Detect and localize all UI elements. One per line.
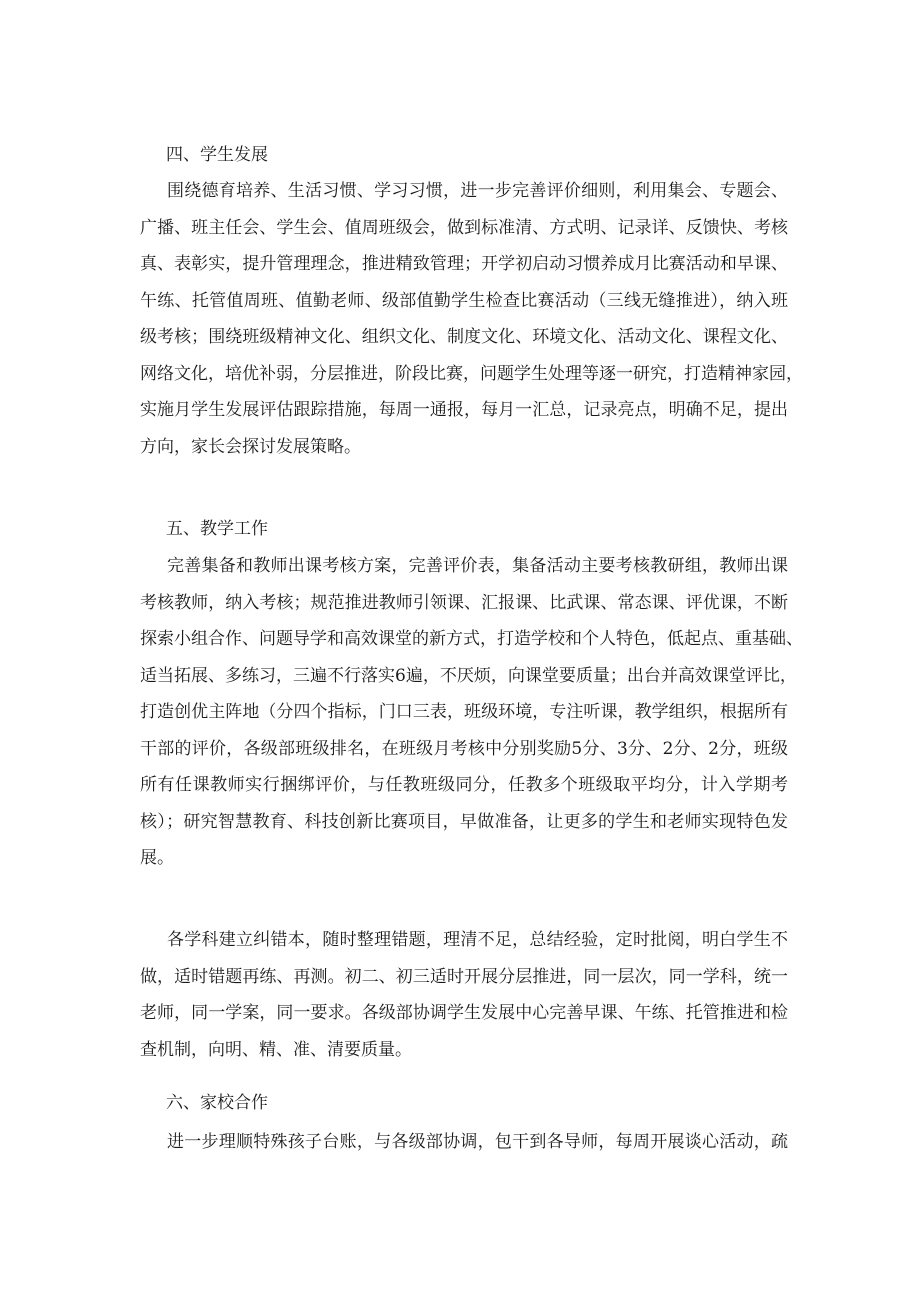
paragraph-error-correction (140, 929, 788, 1075)
text-line: 各学科建立纠错本，随时整理错题，理清不足，总结经验，定时批阅，明白学生不 (167, 930, 788, 950)
text-line: 午练、托管值周班、值勤老师、级部值勤学生检查比赛活动（三线无缝推进），纳入班 (140, 290, 788, 311)
text-line: 查机制，向明、精、准、清要质量。 (140, 1039, 412, 1060)
text-line: 级考核；围绕班级精神文化、组织文化、制度文化、环境文化、活动文化、课程文化、 (140, 327, 788, 347)
text-line: 核）；研究智慧教育、科技创新比赛项目，早做准备，让更多的学生和老师实现特色发 (140, 811, 788, 832)
text-line: 所有任课教师实行捆绑评价，与任教班级同分，任教多个班级取平均分，计入学期考 (140, 775, 788, 795)
text-line: 方向，家长会探讨发展策略。 (140, 436, 361, 457)
text-line: 真、表彰实，提升管理理念，推进精致管理；开学初启动习惯养成月比赛活动和早课、 (140, 254, 788, 274)
text-line: 适当拓展、多练习，三遍不行落实6遍，不厌烦，向课堂要质量；出台并高效课堂评比， (140, 665, 797, 686)
section-heading-student-development: 四、学生发展 (166, 145, 268, 165)
text-line: 广播、班主任会、学生会、值周班级会，做到标准清、方式明、记录详、反馈快、考核 (140, 217, 788, 238)
text-line: 干部的评价，各级部班级排名，在班级月考核中分别奖励5分、3分、2分、2分，班级 (140, 738, 788, 759)
section-heading-teaching-work: 五、教学工作 (166, 519, 268, 539)
text-line: 做，适时错题再练、再测。初二、初三适时开展分层推进，同一层次，同一学科，统一 (140, 966, 788, 987)
text-line: 老师，同一学案，同一要求。各级部协调学生发展中心完善早课、午练、托管推进和检 (140, 1003, 788, 1023)
text-line: 实施月学生发展评估跟踪措施，每周一通报，每月一汇总，记录亮点，明确不足，提出 (140, 400, 788, 420)
text-line: 网络文化，培优补弱，分层推进，阶段比赛，问题学生处理等逐一研究，打造精神家园， (140, 363, 803, 384)
text-line: 展。 (140, 848, 174, 868)
text-line: 围绕德育培养、生活习惯、学习习惯，进一步完善评价细则，利用集会、专题会、 (167, 181, 788, 201)
paragraph-teaching-work (140, 555, 803, 884)
text-line: 打造创优主阵地（分四个指标，门口三表，班级环境，专注听课，教学组织，根据所有 (140, 702, 788, 722)
text-line: 完善集备和教师出课考核方案，完善评价表，集备活动主要考核教研组，教师出课 (167, 556, 788, 576)
paragraph-student-development (140, 180, 803, 472)
section-heading-home-school-cooperation: 六、家校合作 (166, 1093, 268, 1113)
paragraph-home-school-cooperation (140, 1131, 788, 1168)
text-line: 考核教师，纳入考核；规范推进教师引领课、汇报课、比武课、常态课、评优课，不断 (140, 592, 788, 613)
text-line: 进一步理顺特殊孩子台账，与各级部协调，包干到各导师，每周开展谈心活动，疏 (167, 1132, 788, 1152)
text-line: 探索小组合作、问题导学和高效课堂的新方式，打造学校和个人特色，低起点、重基础、 (140, 629, 803, 649)
